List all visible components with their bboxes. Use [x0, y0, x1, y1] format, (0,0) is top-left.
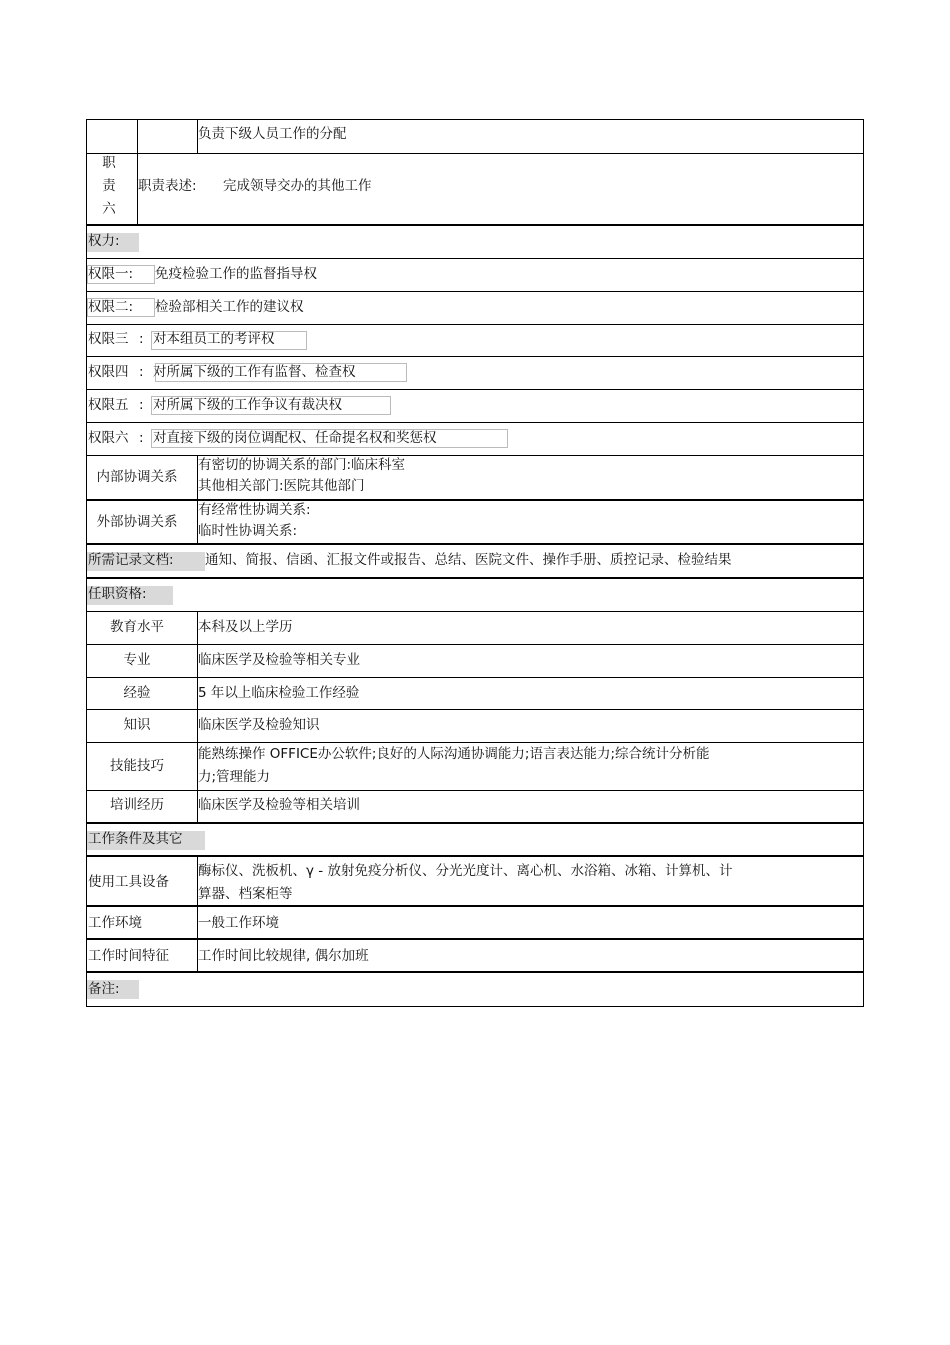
tools-row	[86, 857, 864, 907]
skills-text-line1: 能熟练操作 OFFICE办公软件;良好的人际沟通协调能力;语言表达能力;综合统计分析能	[198, 746, 710, 762]
knowledge-label: 知识	[123, 717, 151, 733]
tools-text-line2: 算器、档案柜等	[198, 886, 293, 902]
conditions-header-row	[86, 824, 864, 857]
qualification-major-row	[86, 645, 864, 678]
education-label: 教育水平	[110, 619, 164, 635]
authority-text-6: 对直接下级的岗位调配权、任命提名权和奖惩权	[153, 430, 437, 446]
authority-label-3: 权限三	[88, 331, 129, 347]
authority-sep-5: :	[139, 397, 144, 413]
duty6-desc-row	[86, 153, 864, 226]
authority-sep-6: :	[139, 430, 144, 446]
authority-item-2	[86, 292, 864, 325]
authority-label-1: 权限一:	[88, 266, 134, 282]
training-text: 临床医学及检验等相关培训	[198, 797, 360, 813]
authority-item-5	[86, 390, 864, 423]
duty6-desc-text: 完成领导交办的其他工作	[223, 178, 372, 194]
external-coordination-row	[86, 501, 864, 545]
training-label: 培训经历	[110, 797, 164, 813]
authority-text-4: 对所属下级的工作有监督、检查权	[153, 364, 356, 380]
authority-item-1	[86, 259, 864, 292]
records-text: 通知、简报、信函、汇报文件或报告、总结、医院文件、操作手册、质控记录、检验结果	[205, 552, 732, 568]
major-text: 临床医学及检验等相关专业	[198, 652, 360, 668]
qualification-experience-row	[86, 678, 864, 710]
records-row	[86, 545, 864, 579]
notes-row	[86, 973, 864, 1007]
conditions-header: 工作条件及其它	[88, 831, 183, 847]
authority-header-row	[86, 226, 864, 259]
experience-text: 5 年以上临床检验工作经验	[198, 685, 360, 701]
major-label: 专业	[123, 652, 151, 668]
qualification-education-row	[86, 612, 864, 645]
authority-text-2: 检验部相关工作的建议权	[155, 299, 304, 315]
authority-label-2: 权限二:	[88, 299, 134, 315]
authority-item-6	[86, 423, 864, 456]
skills-label: 技能技巧	[110, 758, 164, 774]
qualification-header: 任职资格:	[88, 586, 147, 602]
education-text: 本科及以上学历	[198, 619, 293, 635]
authority-text-3: 对本组员工的考评权	[153, 331, 275, 347]
work-time-label: 工作时间特征	[88, 948, 169, 964]
internal-coordination-row	[86, 456, 864, 501]
records-label: 所需记录文档:	[88, 552, 174, 568]
duty6-label-char-3: 六	[102, 201, 116, 217]
duty6-label-char-2: 责	[102, 178, 116, 194]
authority-item-3	[86, 325, 864, 357]
internal-coordination-label: 内部协调关系	[96, 469, 178, 485]
authority-text-1: 免疫检验工作的监督指导权	[155, 266, 317, 282]
internal-coordination-line1: 有密切的协调关系的部门:临床科室	[198, 457, 406, 473]
authority-header: 权力:	[88, 233, 120, 249]
environment-text: 一般工作环境	[198, 915, 279, 931]
authority-label-4: 权限四	[88, 364, 129, 380]
authority-label-6: 权限六	[88, 430, 129, 446]
authority-sep-3: :	[139, 331, 144, 347]
environment-label: 工作环境	[88, 915, 142, 931]
qualification-header-row	[86, 579, 864, 612]
external-coordination-line2: 临时性协调关系:	[198, 523, 298, 539]
notes-label: 备注:	[88, 981, 120, 997]
work-time-text: 工作时间比较规律, 偶尔加班	[198, 948, 369, 964]
tools-text-line1: 酶标仪、洗板机、γ - 放射免疫分析仪、分光光度计、离心机、水浴箱、冰箱、计算机、计	[198, 863, 733, 879]
environment-row	[86, 907, 864, 940]
duty6-assign-row	[86, 119, 864, 154]
qualification-knowledge-row	[86, 710, 864, 743]
skills-text-line2: 力;管理能力	[198, 769, 271, 785]
external-coordination-line1: 有经常性协调关系:	[198, 502, 311, 518]
duty6-assign-text: 负责下级人员工作的分配	[198, 126, 347, 142]
duty6-label-char-1: 职	[102, 155, 116, 171]
tools-label: 使用工具设备	[88, 874, 169, 890]
knowledge-text: 临床医学及检验知识	[198, 717, 320, 733]
internal-coordination-line2: 其他相关部门:医院其他部门	[198, 478, 365, 494]
authority-label-5: 权限五	[88, 397, 129, 413]
external-coordination-label: 外部协调关系	[96, 514, 178, 530]
experience-label: 经验	[123, 685, 151, 701]
qualification-training-row	[86, 791, 864, 824]
duty6-desc-label: 职责表述:	[138, 178, 197, 194]
authority-text-5: 对所属下级的工作争议有裁决权	[153, 397, 342, 413]
authority-item-4	[86, 357, 864, 390]
authority-sep-4: :	[139, 364, 144, 380]
work-time-row	[86, 940, 864, 973]
qualification-skills-row	[86, 743, 864, 791]
